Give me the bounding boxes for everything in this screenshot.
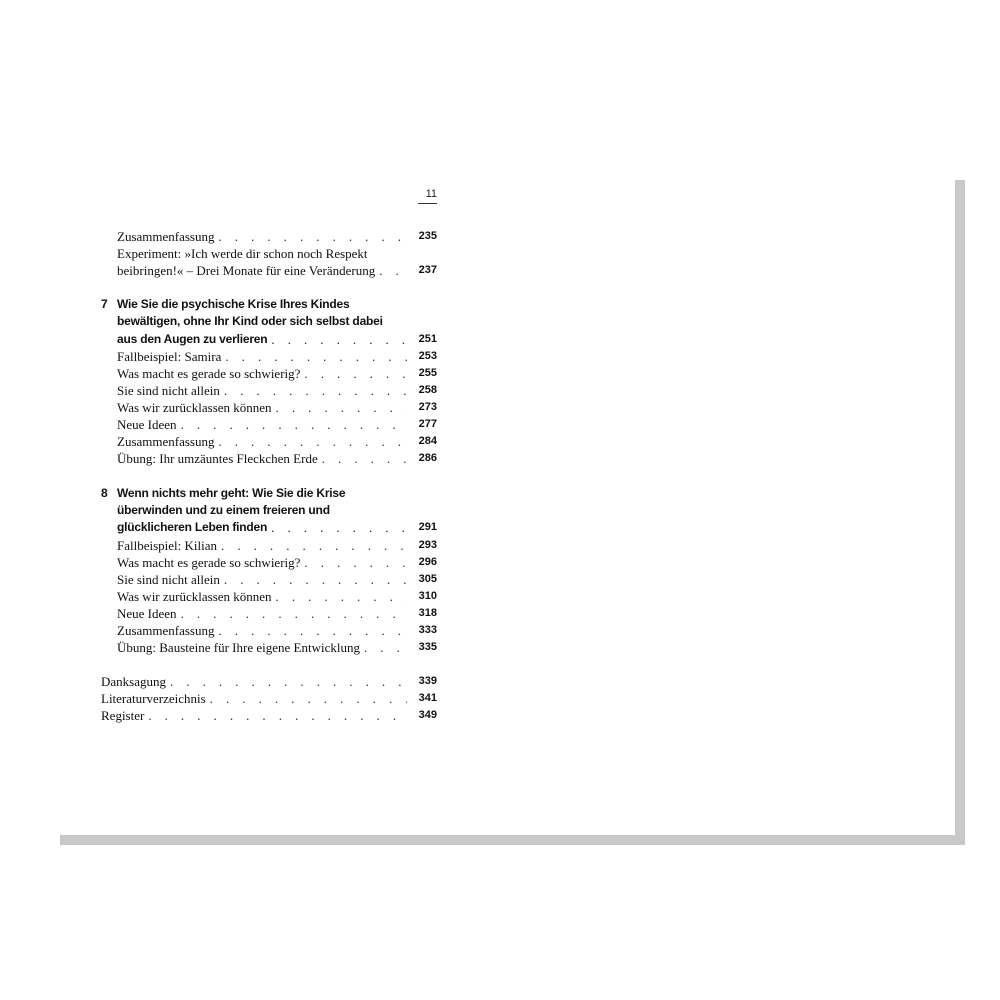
- leader-dots: [300, 365, 407, 382]
- toc-entry-title: Übung: Bausteine für Ihre eigene Entwicklung: [117, 640, 360, 655]
- toc-entry-title: Fallbeispiel: Kilian: [117, 538, 218, 553]
- toc-entry: [101, 707, 437, 724]
- toc-entry-page: 310: [418, 590, 437, 602]
- leader-dots: [272, 588, 407, 605]
- chapter-title-line: [117, 502, 437, 519]
- toc-entry-title: Was macht es gerade so schwierig?: [117, 366, 301, 381]
- chapter-title-text: Wenn nichts mehr geht: Wie Sie die Krise: [117, 486, 346, 500]
- toc-entry-page: 296: [418, 556, 437, 568]
- toc-entry: [117, 433, 437, 450]
- toc-entry-title: Was macht es gerade so schwierig?: [117, 555, 301, 570]
- toc-entry-title: Zusammenfassung: [117, 623, 215, 638]
- toc-entry-title: beibringen!« – Drei Monate für eine Veränderung: [117, 263, 376, 278]
- toc-entry: [117, 382, 437, 399]
- toc-entry: [117, 450, 437, 467]
- chapter-title-text: Wie Sie die psychische Krise Ihres Kindes: [117, 297, 350, 311]
- toc-entry-title: Was wir zurücklassen können: [117, 589, 272, 604]
- leader-dots: [217, 537, 407, 554]
- toc-entry: [117, 348, 437, 365]
- toc-entry: [117, 554, 437, 571]
- toc-entry: [117, 537, 437, 554]
- toc-entry-title: Neue Ideen: [117, 417, 177, 432]
- toc-entry-title: Zusammenfassung: [117, 229, 215, 244]
- chapter-title-text: aus den Augen zu verlieren: [117, 332, 268, 346]
- chapter-title-line: [117, 331, 437, 348]
- toc-entry-title: Fallbeispiel: Samira: [117, 349, 222, 364]
- leader-dots: [360, 639, 407, 656]
- toc-entry-page: 335: [418, 641, 437, 653]
- toc-entry-page: 277: [418, 418, 437, 430]
- toc-entry: [117, 639, 437, 656]
- chapter-page: 291: [418, 521, 437, 533]
- leader-dots: [214, 622, 407, 639]
- toc-entry: [117, 262, 437, 279]
- leader-dots: [166, 673, 407, 690]
- leader-dots: [220, 571, 407, 588]
- chapter-title-text: überwinden und zu einem freieren und: [117, 503, 330, 517]
- chapter-title-line: [117, 485, 437, 502]
- toc-entry: [117, 588, 437, 605]
- toc-entry-page: 341: [418, 692, 437, 704]
- toc-entry-title: Zusammenfassung: [117, 434, 215, 449]
- toc-entry-page: 305: [418, 573, 437, 585]
- toc-entry: [117, 245, 437, 262]
- leader-dots: [177, 416, 407, 433]
- leader-dots: [267, 331, 407, 348]
- chapter-title-text: bewältigen, ohne Ihr Kind oder sich selbst dabei: [117, 314, 383, 328]
- leader-dots: [221, 348, 407, 365]
- toc-entry-title: Experiment: »Ich werde dir schon noch Respekt: [117, 246, 368, 261]
- leader-dots: [214, 433, 407, 450]
- toc-entry-page: 349: [418, 709, 437, 721]
- chapter-title-line: [117, 519, 437, 536]
- toc-entry: [101, 673, 437, 690]
- leader-dots: [144, 707, 407, 724]
- toc-entry-page: 258: [418, 384, 437, 396]
- toc-entry-page: 333: [418, 624, 437, 636]
- toc-entry-page: 318: [418, 607, 437, 619]
- chapter-title-line: [117, 296, 437, 313]
- leader-dots: [267, 519, 407, 536]
- toc-entry-title: Register: [101, 708, 145, 723]
- toc-entry: [117, 622, 437, 639]
- toc-entry-title: Neue Ideen: [117, 606, 177, 621]
- chapter-page: 251: [418, 333, 437, 345]
- toc-entry-page: 284: [418, 435, 437, 447]
- toc-entry: [117, 365, 437, 382]
- toc-entry-page: 235: [418, 230, 437, 242]
- toc-entry-title: Literaturverzeichnis: [101, 691, 206, 706]
- leader-dots: [272, 399, 407, 416]
- toc-entry: [101, 690, 437, 707]
- chapter-title-text: glücklicheren Leben finden: [117, 520, 268, 534]
- toc-entry: [117, 571, 437, 588]
- toc-entry-title: Sie sind nicht allein: [117, 383, 220, 398]
- chapter-number: 7: [101, 297, 108, 311]
- chapter-title-line: [117, 313, 437, 330]
- toc-entry-page: 237: [418, 264, 437, 276]
- toc-entry: [117, 605, 437, 622]
- leader-dots: [214, 228, 407, 245]
- leader-dots: [220, 382, 407, 399]
- leader-dots: [375, 262, 407, 279]
- toc-entry: [117, 416, 437, 433]
- toc-entry-page: 286: [418, 452, 437, 464]
- leader-dots: [318, 450, 407, 467]
- toc-entry-page: 273: [418, 401, 437, 413]
- toc-entry: [117, 399, 437, 416]
- leader-dots: [206, 690, 407, 707]
- toc-entry-page: 339: [418, 675, 437, 687]
- toc-entry-page: 293: [418, 539, 437, 551]
- toc-entry-title: Übung: Ihr umzäuntes Fleckchen Erde: [117, 451, 318, 466]
- page-number: 11: [418, 188, 437, 204]
- leader-dots: [300, 554, 407, 571]
- toc-entry-page: 253: [418, 350, 437, 362]
- toc-entry-page: 255: [418, 367, 437, 379]
- toc-entry-title: Sie sind nicht allein: [117, 572, 220, 587]
- toc-entry: [117, 228, 437, 245]
- toc-entry-title: Was wir zurücklassen können: [117, 400, 272, 415]
- toc-entry-title: Danksagung: [101, 674, 166, 689]
- chapter-number: 8: [101, 486, 108, 500]
- leader-dots: [177, 605, 407, 622]
